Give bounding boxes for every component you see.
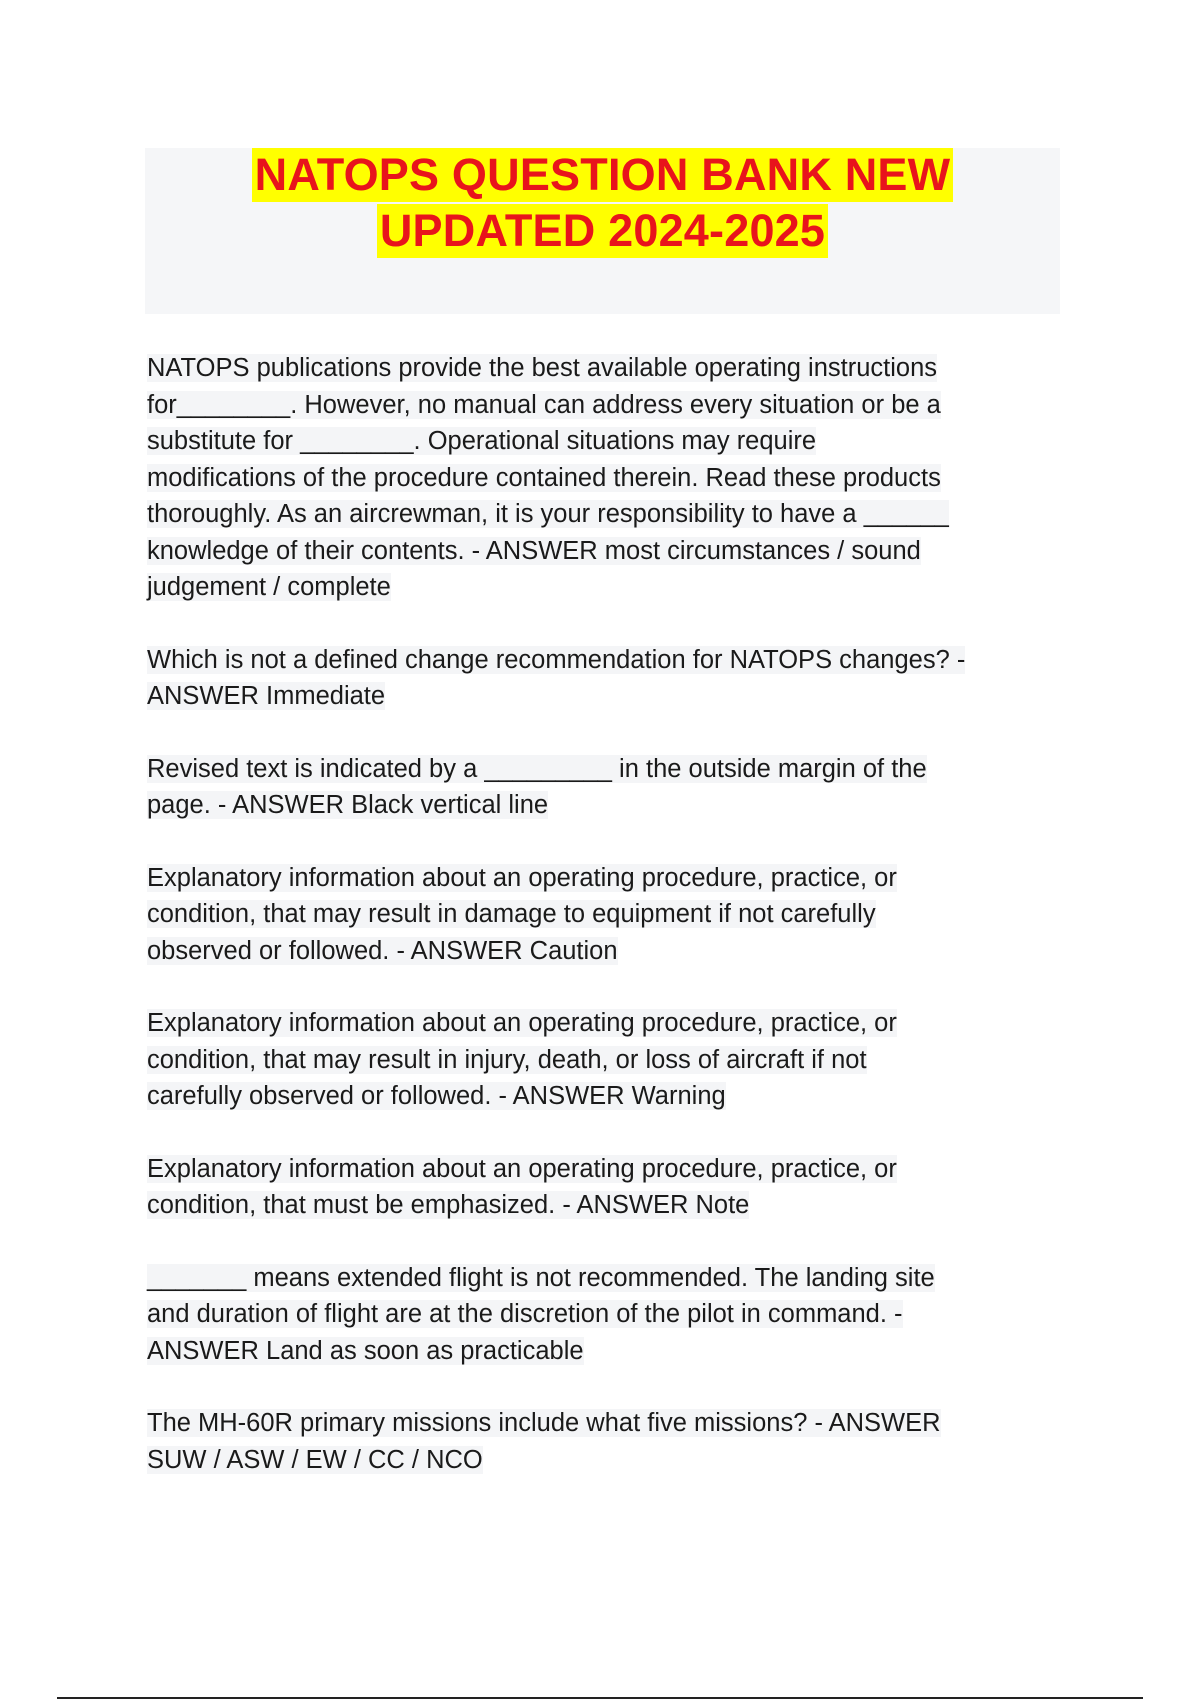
title-line-1: NATOPS QUESTION BANK NEW bbox=[252, 148, 954, 202]
qa-line: ANSWER Immediate bbox=[147, 682, 386, 710]
qa-line: Explanatory information about an operating procedure, practice, or bbox=[147, 1154, 897, 1183]
qa-item bbox=[147, 350, 1067, 606]
qa-item bbox=[147, 751, 1067, 824]
qa-item bbox=[147, 642, 1067, 715]
qa-line: _______ means extended flight is not recommended. The landing site bbox=[147, 1263, 935, 1292]
qa-item bbox=[147, 1405, 1067, 1478]
qa-item bbox=[147, 860, 1067, 970]
qa-line: thoroughly. As an aircrewman, it is your responsibility to have a ______ bbox=[147, 500, 949, 528]
qa-line: ANSWER Land as soon as practicable bbox=[147, 1336, 584, 1365]
qa-line: NATOPS publications provide the best available operating instructions bbox=[147, 354, 938, 382]
qa-line: judgement / complete bbox=[147, 573, 391, 601]
qa-line: condition, that must be emphasized. - ANSWER Note bbox=[147, 1191, 750, 1219]
qa-line: Explanatory information about an operating procedure, practice, or bbox=[147, 1009, 897, 1037]
qa-line: The MH-60R primary missions include what five missions? - ANSWER bbox=[147, 1409, 941, 1437]
qa-line: Revised text is indicated by a _________ in the outside margin of the bbox=[147, 754, 927, 783]
qa-line: for________. However, no manual can address every situation or be a bbox=[147, 390, 941, 419]
qa-line: Which is not a defined change recommendation for NATOPS changes? - bbox=[147, 645, 966, 674]
title-box bbox=[145, 148, 1060, 314]
question-answer-list bbox=[147, 350, 1067, 1514]
qa-line: observed or followed. - ANSWER Caution bbox=[147, 936, 618, 965]
page-bottom-rule bbox=[57, 1697, 1143, 1699]
qa-line: condition, that may result in damage to equipment if not carefully bbox=[147, 900, 876, 928]
qa-line: Explanatory information about an operating procedure, practice, or bbox=[147, 863, 897, 892]
qa-line: and duration of flight are at the discretion of the pilot in command. - bbox=[147, 1300, 903, 1328]
title-line-2: UPDATED 2024-2025 bbox=[377, 204, 828, 258]
qa-line: modifications of the procedure contained therein. Read these products bbox=[147, 463, 941, 492]
qa-item bbox=[147, 1151, 1067, 1224]
qa-line: SUW / ASW / EW / CC / NCO bbox=[147, 1445, 483, 1474]
qa-line: page. - ANSWER Black vertical line bbox=[147, 791, 549, 819]
qa-line: carefully observed or followed. - ANSWER Warning bbox=[147, 1082, 726, 1110]
qa-line: knowledge of their contents. - ANSWER most circumstances / sound bbox=[147, 536, 921, 565]
qa-item bbox=[147, 1005, 1067, 1115]
document-title bbox=[145, 148, 1060, 260]
qa-line: condition, that may result in injury, death, or loss of aircraft if not bbox=[147, 1045, 867, 1074]
qa-item bbox=[147, 1260, 1067, 1370]
qa-line: substitute for ________. Operational situations may require bbox=[147, 427, 817, 455]
